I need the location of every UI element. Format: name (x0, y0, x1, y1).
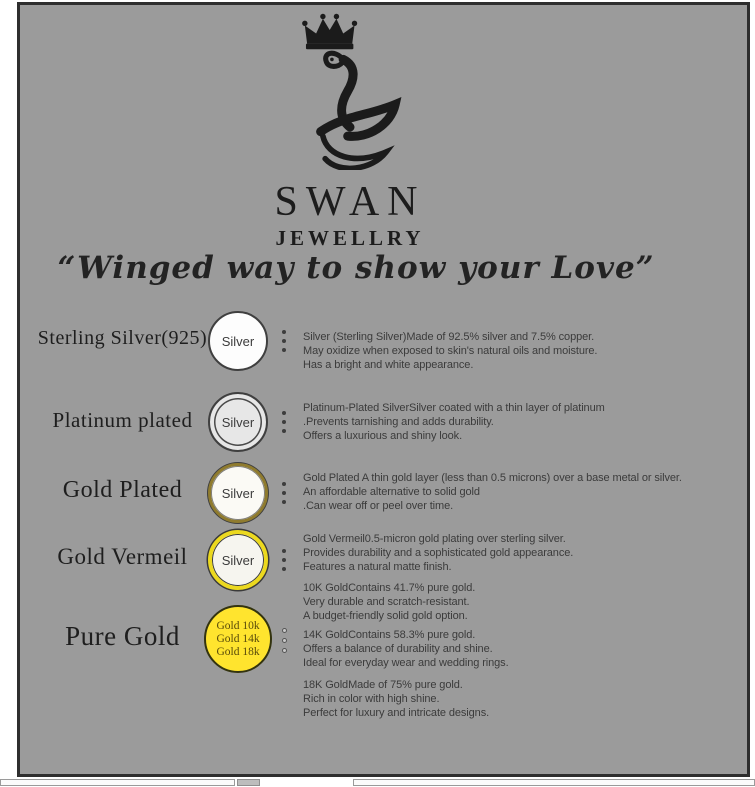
dots-separator-icon (282, 482, 286, 504)
metal-badge-gold-vermeil (208, 530, 268, 590)
dot (282, 429, 286, 433)
dot (282, 411, 286, 415)
description-line: Provides durability and a sophisticated gold appearance. (303, 547, 574, 559)
dot (282, 491, 286, 495)
metal-description-18k-gold (303, 678, 747, 720)
horizontal-scrollbar-thumb[interactable] (237, 779, 260, 786)
dot (282, 628, 287, 633)
description-line: May oxidize when exposed to skin's natural oils and moisture. (303, 345, 598, 357)
dots-separator-icon (282, 411, 286, 433)
description-line: A budget-friendly solid gold option. (303, 610, 468, 622)
badge-text: Silver (221, 552, 255, 568)
dot (282, 348, 286, 352)
description-line: Gold Vermeil0.5-micron gold plating over sterling silver. (303, 533, 566, 545)
description-line: Very durable and scratch-resistant. (303, 596, 470, 608)
dot (282, 420, 286, 424)
badge-line: Gold 14k (216, 632, 260, 645)
metal-label-sterling-silver: Sterling Silver(925) (37, 327, 208, 349)
badge-text: Silver (221, 414, 255, 430)
crown-icon (302, 14, 357, 49)
description-line: 18K GoldMade of 75% pure gold. (303, 679, 463, 691)
badge-text: Silver (221, 333, 255, 349)
metal-label-platinum-plated: Platinum plated (52, 408, 193, 432)
description-line: Ideal for everyday wear and wedding rings. (303, 657, 509, 669)
metal-description-sterling-silver (303, 330, 747, 372)
description-line: Silver (Sterling Silver)Made of 92.5% silver and 7.5% copper. (303, 331, 595, 343)
description-line: An affordable alternative to solid gold (303, 486, 480, 498)
description-line: Gold Plated A thin gold layer (less than 0.5 microns) over a base metal or silver. (303, 472, 682, 484)
brand-subtitle: JEWELLRY (275, 226, 425, 250)
description-line: Platinum-Plated SilverSilver coated with a thin layer of platinum (303, 402, 605, 414)
dot (282, 549, 286, 553)
dots-separator-icon (282, 549, 286, 571)
description-line: Rich in color with high shine. (303, 693, 440, 705)
swan-icon (321, 53, 395, 168)
badge-line: Gold 18k (216, 645, 260, 658)
dot (282, 638, 287, 643)
metal-label-gold-plated: Gold Plated (62, 477, 183, 503)
brand-tagline: “Winged way to show your Love” (57, 250, 655, 286)
description-line: Has a bright and white appearance. (303, 359, 474, 371)
dots-separator-icon (282, 628, 287, 653)
metal-label-gold-vermeil: Gold Vermeil (57, 544, 188, 569)
dot (282, 567, 286, 571)
description-line: 14K GoldContains 58.3% pure gold. (303, 629, 476, 641)
metal-description-gold-plated (303, 471, 747, 513)
description-line: .Can wear off or peel over time. (303, 500, 454, 512)
metal-description-10k-gold (303, 581, 747, 623)
metal-description-gold-vermeil (303, 532, 747, 574)
horizontal-scrollbar-track-left[interactable] (0, 779, 235, 786)
metal-badge-sterling-silver (208, 311, 268, 371)
jewelry-infographic-panel (20, 5, 747, 774)
description-line: Offers a balance of durability and shine. (303, 643, 493, 655)
dots-separator-icon (282, 330, 286, 352)
badge-text: Silver (221, 485, 255, 501)
dot (282, 500, 286, 504)
metal-description-14k-gold (303, 628, 747, 670)
dot (282, 482, 286, 486)
description-line: 10K GoldContains 41.7% pure gold. (303, 582, 476, 594)
description-line: Features a natural matte finish. (303, 561, 452, 573)
dot (282, 558, 286, 562)
dot (282, 339, 286, 343)
metal-label-pure-gold: Pure Gold (65, 621, 180, 651)
metal-badge-gold-plated (208, 463, 268, 523)
horizontal-scrollbar-track-right[interactable] (353, 779, 755, 786)
description-line: Offers a luxurious and shiny look. (303, 430, 463, 442)
metal-badge-pure-gold (204, 605, 272, 673)
metal-badge-platinum-plated (208, 392, 268, 452)
badge-line: Gold 10k (216, 619, 260, 632)
metal-description-platinum-plated (303, 401, 747, 443)
dot (282, 648, 287, 653)
dot (282, 330, 286, 334)
description-line: Perfect for luxury and intricate designs. (303, 707, 490, 719)
brand-name: SWAN (274, 179, 426, 225)
swan-crown-logo (297, 12, 412, 170)
description-line: .Prevents tarnishing and adds durability. (303, 416, 494, 428)
